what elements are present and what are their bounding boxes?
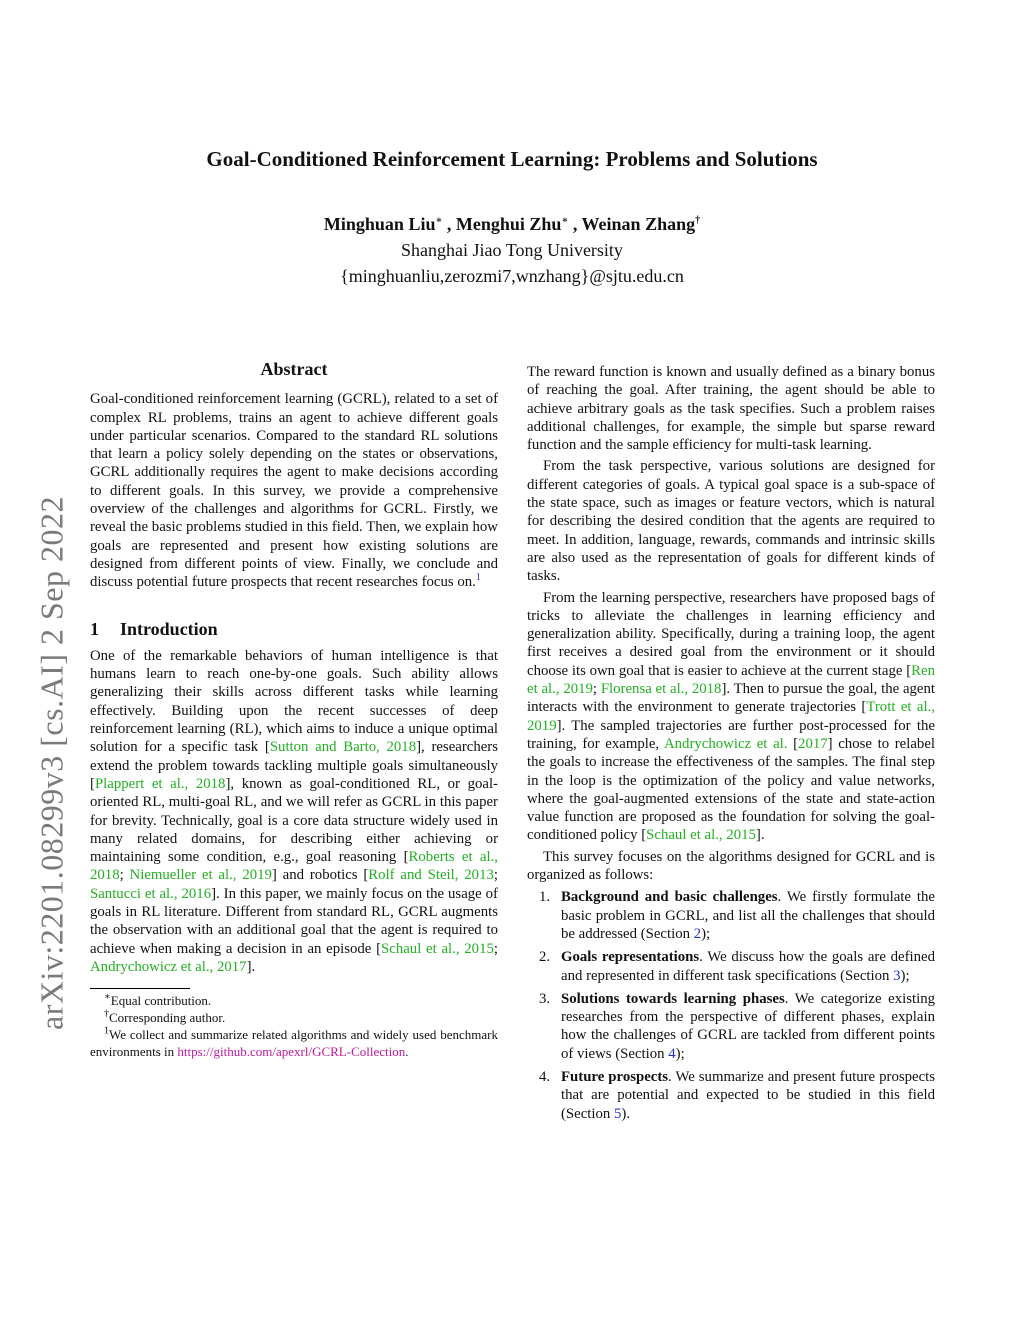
list-number: 2. [539, 949, 551, 966]
arxiv-stamp: arXiv:2201.08299v3 [cs.AI] 2 Sep 2022 [33, 496, 70, 1030]
citation-link[interactable]: Schaul et al., 2015 [646, 827, 756, 844]
author-name: Minghuan Liu [323, 214, 436, 234]
section-heading-introduction [90, 620, 498, 638]
right-column [527, 363, 935, 1128]
body-text: ]. The sampled trajectories are further post-processed for the training, for example, [527, 717, 935, 752]
author-mark: ∗ [435, 215, 443, 226]
citation-link[interactable]: Sutton and Barto, 2018 [269, 739, 417, 756]
list-item [527, 990, 935, 1063]
citation-link[interactable]: Santucci et al., 2016 [90, 885, 212, 902]
body-text: ]. [755, 827, 765, 844]
citation-link[interactable]: 2017 [798, 735, 828, 752]
footnote-link[interactable]: 1 [475, 572, 481, 584]
body-text: ]. Then to pursue the goal, the agent interacts with the environment to generate trajectories [ [527, 681, 936, 716]
footnote [90, 1026, 498, 1060]
body-text: ; [119, 867, 130, 884]
body-text: ; [493, 867, 498, 884]
author-separator: , [568, 214, 582, 234]
footnote-mark: ∗ [104, 991, 111, 1003]
citation-link[interactable]: Andrychowicz et al. [663, 735, 788, 752]
citation-link[interactable]: Trott et al., 2019 [527, 699, 935, 734]
intro-paragraph [90, 647, 498, 976]
body-text: ; [592, 681, 601, 698]
citation-link[interactable]: Schaul et al., 2015 [381, 940, 494, 957]
list-item-title: Future prospects [561, 1068, 669, 1085]
list-item-text: . We categorize existing researches from the perspective of different phases, explain how the challenges of GCRL are tackled from different points of views (Section [561, 990, 935, 1062]
repository-link[interactable]: https://github.com/apexrl/GCRL-Collection [177, 1044, 406, 1060]
body-paragraph: From the task perspective, various solutions are designed for different categories of goals. A typical goal space is a sub-space of the state space, such as images or feature vectors, which is natural for describing the desired condition that the agents are required to meet. In addition, language, rewards, commands and intrinsic skills are also used as the representation of goals for different kinds of tasks. [527, 458, 935, 585]
list-item-title: Solutions towards learning phases [561, 990, 785, 1007]
list-item-text: ); [701, 925, 711, 942]
list-item-title: Background and basic challenges [561, 889, 778, 906]
body-text: [ [787, 735, 799, 752]
footnote-mark: 1 [104, 1025, 109, 1037]
list-item [527, 948, 935, 985]
list-number: 1. [539, 889, 551, 906]
citation-link[interactable]: Florensa et al., 2018 [600, 681, 722, 698]
list-item [527, 888, 935, 943]
footnotes [90, 992, 498, 1060]
list-item-text: ). [621, 1105, 631, 1122]
abstract-text [90, 390, 498, 591]
section-number: 1 [90, 618, 99, 639]
citation-link[interactable]: Rolf and Steil, 2013 [368, 867, 494, 884]
list-item-text: ); [900, 967, 910, 984]
section-link[interactable]: 2 [693, 925, 702, 942]
body-text: From the learning perspective, researchers have proposed bags of tricks to alleviate the challenges in learning efficiency and generalization ability. Specifically, during a training loop, the agent first receives a desired goal from the environment or it should choose its own goal that is easier to achieve at the current stage [ [527, 589, 935, 679]
citation-link[interactable]: Niemueller et al., 2019 [129, 867, 272, 884]
section-link[interactable]: 3 [893, 967, 901, 984]
list-item-text: ); [675, 1045, 685, 1062]
section-link[interactable]: 5 [614, 1105, 622, 1122]
body-text: One of the remarkable behaviors of human intelligence is that humans learn to reach one-by-one goals. Such ability allows generalizing their skills across different tasks while learning effectively. Building upon the recent successes of deep reinforcement learning (RL), which aims to induce a unique optimal solution for a specific task [ [90, 647, 498, 756]
body-text: ] chose to relabel the goals to increase the effectiveness of the samples. The final step in the loop is the optimization of the policy and value networks, where the goal-augmented extensions of the state and state-action value function are proposed as the foundation for solving the goal-conditioned policy [ [527, 735, 935, 844]
author-name: Menghui Zhu [455, 214, 562, 234]
footnote-rule [90, 988, 190, 989]
paper-title: Goal-Conditioned Reinforcement Learning: Problems and Solutions [206, 147, 818, 171]
author-mark: † [695, 215, 701, 226]
body-text: ]. [246, 958, 256, 975]
citation-link[interactable]: Roberts et al., 2018 [90, 849, 498, 884]
author-email: {minghuanliu,zerozmi7,wnzhang}@sjtu.edu.cn [340, 266, 684, 286]
body-text: ], researchers extend the problem towards tackling multiple goals simultaneously [ [90, 739, 498, 792]
author-mark: ∗ [561, 215, 569, 226]
abstract-heading: Abstract [260, 359, 328, 379]
body-paragraph: This survey focuses on the algorithms designed for GCRL and is organized as follows: [527, 848, 935, 884]
body-paragraph: The reward function is known and usually defined as a binary bonus of reaching the goal. After training, the agent should be able to achieve arbitrary goals as the task specifies. Such a problem raises additional challenges, for example, the simple but sparse reward function and the sample efficiency for multi-task learning. [527, 364, 935, 454]
list-item-text: . We summarize and present future prospects that are potential and expected to be studied in this field (Section [561, 1068, 936, 1122]
list-number: 4. [539, 1068, 551, 1085]
list-item-text: . We firstly formulate the basic problem in GCRL, and list all the challenges that should be addressed (Section [561, 889, 935, 942]
list-number: 3. [539, 990, 551, 1007]
footnote [90, 1009, 498, 1026]
abstract-body: Goal-conditioned reinforcement learning (GCRL), related to a set of complex RL problems, trains an agent to achieve different goals under particular scenarios. Compared to the standard RL solutions that learn a policy solely depending on the states or observations, GCRL additionally requires the agent to make decisions according to different goals. In this survey, we provide a comprehensive overview of the challenges and algorithms for GCRL. Firstly, we reveal the basic problems studied in this field. Then, we explain how goals are represented and present how existing solutions are designed from different points of view. Finally, we conclude and discuss potential future prospects that recent researches focus on. [90, 391, 498, 591]
footnote-text: Equal contribution. [110, 993, 212, 1009]
citation-link[interactable]: Ren et al., 2019 [527, 662, 935, 698]
left-column [90, 360, 498, 1060]
affiliation: Shanghai Jiao Tong University [401, 240, 623, 260]
author-separator: , [442, 214, 456, 234]
section-title: Introduction [120, 618, 218, 639]
citation-link[interactable]: Plappert et al., 2018 [94, 775, 226, 792]
body-text: ; [493, 940, 498, 957]
section-link[interactable]: 4 [668, 1045, 676, 1062]
footnote-mark: † [104, 1008, 109, 1020]
author-list [0, 214, 1024, 235]
footnote-text: . [405, 1044, 409, 1060]
citation-link[interactable]: Andrychowicz et al., 2017 [90, 958, 247, 975]
footnote-text: We collect and summarize related algorithms and widely used benchmark environments in [90, 1027, 498, 1060]
survey-outline-list [527, 888, 935, 1123]
list-item-text: . We discuss how the goals are defined and represented in different task specifications (Section [561, 949, 935, 984]
body-text: ]. In this paper, we mainly focus on the usage of goals in RL literature. Different from standard RL, GCRL augments the observation with an additional goal that the agent is required to achieve when making a decision in an episode [ [90, 885, 498, 957]
list-item [527, 1068, 935, 1123]
list-item-title: Goals representations [561, 949, 700, 966]
body-text: ] and robotics [ [271, 867, 369, 884]
footnote-text: Corresponding author. [109, 1010, 226, 1026]
body-text: ], known as goal-conditioned RL, or goal-oriented RL, multi-goal RL, and we will refer as GCRL in this paper for brevity. Technically, goal is a core data structure widely used in many related domains, for describing either achieving or maintaining some condition, e.g., goal reasoning [ [90, 775, 498, 866]
author-name: Weinan Zhang [581, 214, 696, 234]
footnote [90, 992, 498, 1009]
body-paragraph [527, 589, 935, 845]
